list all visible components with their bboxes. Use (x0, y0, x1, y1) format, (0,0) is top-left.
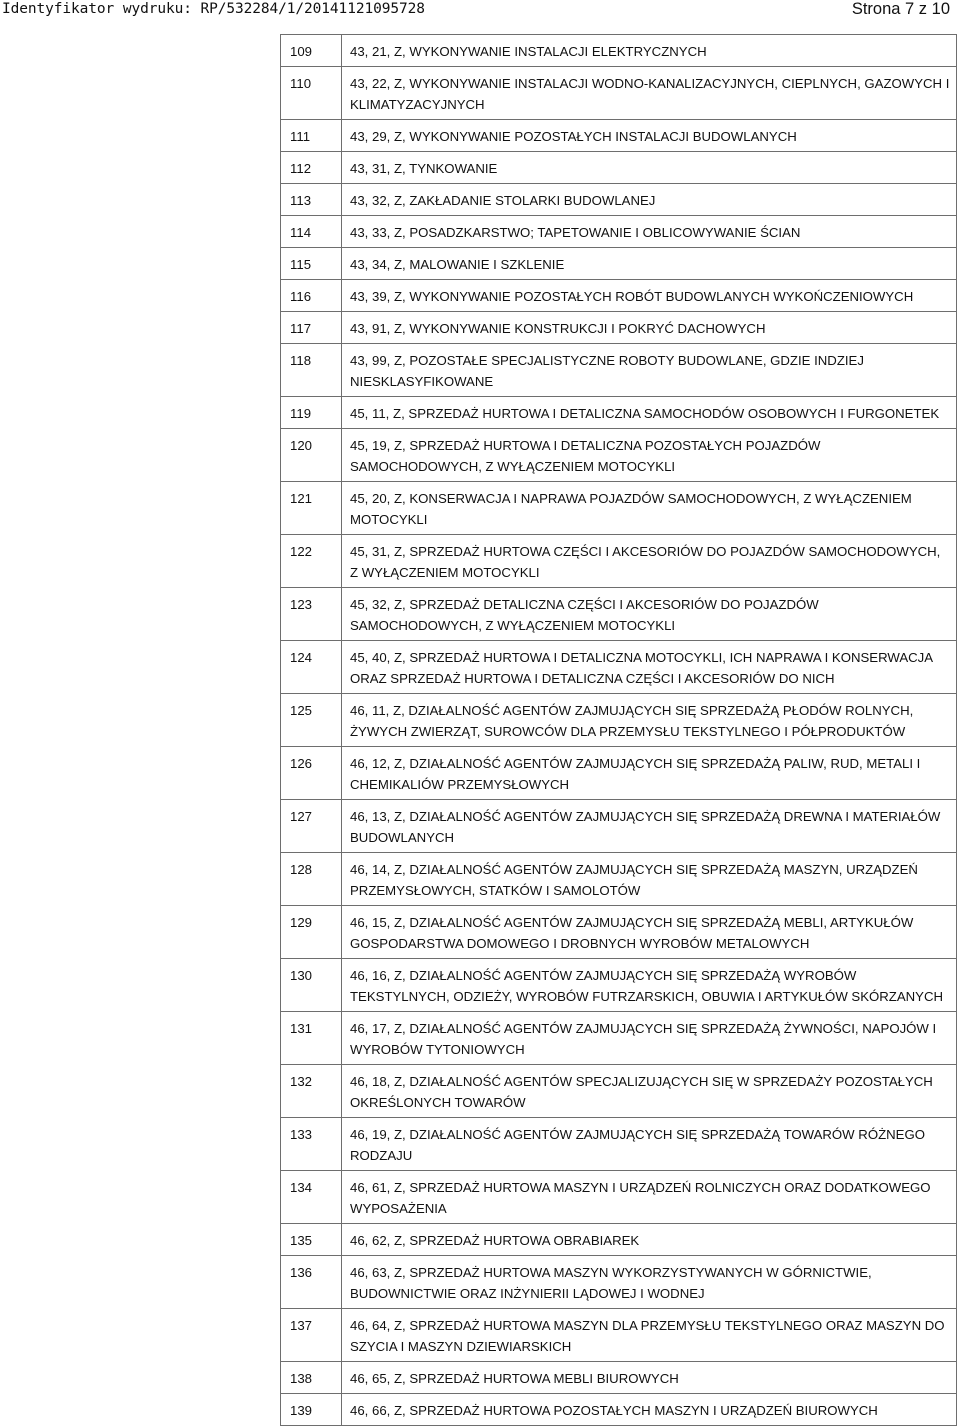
pkd-description: 43, 31, Z, TYNKOWANIE (350, 161, 498, 176)
pkd-description-cell (342, 1256, 957, 1309)
table-row (281, 1012, 957, 1065)
row-number: 111 (290, 129, 311, 144)
pkd-description-cell (342, 248, 957, 280)
row-number: 119 (290, 406, 312, 421)
page-number: Strona 7 z 10 (851, 0, 950, 18)
row-number-cell (281, 397, 342, 429)
row-number-cell (281, 1171, 342, 1224)
table-row (281, 397, 957, 429)
table-row (281, 248, 957, 280)
pkd-table-container (280, 34, 957, 1426)
row-number: 109 (290, 44, 313, 59)
pkd-table (280, 34, 957, 1426)
row-number: 136 (290, 1265, 313, 1280)
row-number: 128 (290, 862, 313, 877)
table-row (281, 906, 957, 959)
row-number-cell (281, 184, 342, 216)
pkd-description-cell (342, 853, 957, 906)
pkd-description-cell (342, 280, 957, 312)
row-number: 116 (290, 289, 312, 304)
pkd-description: 43, 39, Z, WYKONYWANIE POZOSTAŁYCH ROBÓT BUDOWLANYCH WYKOŃCZENIOWYCH (350, 289, 914, 304)
row-number-cell (281, 429, 342, 482)
row-number: 127 (290, 809, 313, 824)
row-number-cell (281, 1394, 342, 1426)
pkd-description-cell (342, 535, 957, 588)
table-row (281, 184, 957, 216)
pkd-description-cell (342, 694, 957, 747)
row-number-cell (281, 1012, 342, 1065)
row-number: 132 (290, 1074, 313, 1089)
pkd-description: 43, 29, Z, WYKONYWANIE POZOSTAŁYCH INSTALACJI BUDOWLANYCH (350, 129, 797, 144)
row-number-cell (281, 1256, 342, 1309)
pkd-description: 46, 16, Z, DZIAŁALNOŚĆ AGENTÓW ZAJMUJĄCYCH SIĘ SPRZEDAŻĄ WYROBÓW TEKSTYLNYCH, ODZIEŻY, WYROBÓW FUTRZARSKICH, OBUWIA I ARTYKUŁÓW SKÓRZANYCH (350, 968, 944, 1004)
pkd-description: 45, 11, Z, SPRZEDAŻ HURTOWA I DETALICZNA SAMOCHODÓW OSOBOWYCH I FURGONETEK (350, 406, 940, 421)
pkd-description-cell (342, 67, 957, 120)
row-number: 121 (290, 491, 313, 506)
row-number-cell (281, 588, 342, 641)
pkd-description-cell (342, 1309, 957, 1362)
pkd-description-cell (342, 1065, 957, 1118)
row-number: 131 (290, 1021, 313, 1036)
row-number-cell (281, 800, 342, 853)
print-identifier: Identyfikator wydruku: RP/532284/1/20141121095728 (2, 1, 425, 17)
table-row (281, 853, 957, 906)
row-number-cell (281, 906, 342, 959)
pkd-description: 45, 19, Z, SPRZEDAŻ HURTOWA I DETALICZNA POZOSTAŁYCH POJAZDÓW SAMOCHODOWYCH, Z WYŁĄCZENIEM MOTOCYKLI (350, 438, 821, 474)
table-row (281, 641, 957, 694)
table-row (281, 482, 957, 535)
pkd-description-cell (342, 216, 957, 248)
pkd-description: 46, 61, Z, SPRZEDAŻ HURTOWA MASZYN I URZĄDZEŃ ROLNICZYCH ORAZ DODATKOWEGO WYPOSAŻENIA (350, 1180, 931, 1216)
pkd-description-cell (342, 312, 957, 344)
pkd-description: 46, 19, Z, DZIAŁALNOŚĆ AGENTÓW ZAJMUJĄCYCH SIĘ SPRZEDAŻĄ TOWARÓW RÓŻNEGO RODZAJU (350, 1127, 925, 1163)
row-number: 133 (290, 1127, 313, 1142)
row-number: 124 (290, 650, 313, 665)
pkd-description-cell (342, 641, 957, 694)
pkd-description-cell (342, 906, 957, 959)
table-row (281, 1065, 957, 1118)
table-row (281, 1224, 957, 1256)
table-row (281, 747, 957, 800)
row-number: 129 (290, 915, 313, 930)
row-number-cell (281, 67, 342, 120)
row-number: 137 (290, 1318, 313, 1333)
pkd-description: 46, 14, Z, DZIAŁALNOŚĆ AGENTÓW ZAJMUJĄCYCH SIĘ SPRZEDAŻĄ MASZYN, URZĄDZEŃ PRZEMYSŁOWYCH, STATKÓW I SAMOLOTÓW (350, 862, 918, 898)
row-number-cell (281, 535, 342, 588)
table-row (281, 1362, 957, 1394)
table-row (281, 67, 957, 120)
row-number: 112 (290, 161, 312, 176)
row-number-cell (281, 248, 342, 280)
row-number: 114 (290, 225, 312, 240)
pkd-description: 46, 65, Z, SPRZEDAŻ HURTOWA MEBLI BIUROWYCH (350, 1371, 679, 1386)
pkd-description: 45, 32, Z, SPRZEDAŻ DETALICZNA CZĘŚCI I AKCESORIÓW DO POJAZDÓW SAMOCHODOWYCH, Z WYŁĄCZENIEM MOTOCYKLI (350, 597, 819, 633)
row-number-cell (281, 1118, 342, 1171)
pkd-description-cell (342, 1118, 957, 1171)
table-row (281, 800, 957, 853)
row-number-cell (281, 280, 342, 312)
row-number-cell (281, 216, 342, 248)
row-number: 113 (290, 193, 312, 208)
row-number-cell (281, 959, 342, 1012)
row-number: 135 (290, 1233, 313, 1248)
pkd-table-body (281, 35, 957, 1426)
pkd-description: 46, 17, Z, DZIAŁALNOŚĆ AGENTÓW ZAJMUJĄCYCH SIĘ SPRZEDAŻĄ ŻYWNOŚCI, NAPOJÓW I WYROBÓW TYTONIOWYCH (350, 1021, 937, 1057)
row-number: 138 (290, 1371, 313, 1386)
pkd-description: 43, 33, Z, POSADZKARSTWO; TAPETOWANIE I OBLICOWYWANIE ŚCIAN (350, 225, 801, 240)
pkd-description-cell (342, 1171, 957, 1224)
pkd-description: 43, 99, Z, POZOSTAŁE SPECJALISTYCZNE ROBOTY BUDOWLANE, GDZIE INDZIEJ NIESKLASYFIKOWANE (350, 353, 864, 389)
row-number-cell (281, 1309, 342, 1362)
pkd-description: 43, 22, Z, WYKONYWANIE INSTALACJI WODNO-KANALIZACYJNYCH, CIEPLNYCH, GAZOWYCH I KLIMATYZACYJNYCH (350, 76, 950, 112)
print-header (0, 0, 960, 20)
row-number-cell (281, 1362, 342, 1394)
table-row (281, 535, 957, 588)
table-row (281, 344, 957, 397)
row-number-cell (281, 344, 342, 397)
pkd-description-cell (342, 800, 957, 853)
pkd-description-cell (342, 1362, 957, 1394)
table-row (281, 216, 957, 248)
row-number-cell (281, 35, 342, 67)
row-number: 117 (290, 321, 312, 336)
pkd-description-cell (342, 588, 957, 641)
row-number-cell (281, 120, 342, 152)
pkd-description-cell (342, 184, 957, 216)
row-number: 110 (290, 76, 312, 91)
pkd-description: 46, 63, Z, SPRZEDAŻ HURTOWA MASZYN WYKORZYSTYWANYCH W GÓRNICTWIE, BUDOWNICTWIE ORAZ INŻYNIERII LĄDOWEJ I WODNEJ (350, 1265, 872, 1301)
table-row (281, 280, 957, 312)
pkd-description-cell (342, 1394, 957, 1426)
pkd-description: 46, 13, Z, DZIAŁALNOŚĆ AGENTÓW ZAJMUJĄCYCH SIĘ SPRZEDAŻĄ DREWNA I MATERIAŁÓW BUDOWLANYCH (350, 809, 941, 845)
pkd-description: 46, 18, Z, DZIAŁALNOŚĆ AGENTÓW SPECJALIZUJĄCYCH SIĘ W SPRZEDAŻY POZOSTAŁYCH OKREŚLONYCH TOWARÓW (350, 1074, 933, 1110)
row-number-cell (281, 152, 342, 184)
pkd-description-cell (342, 959, 957, 1012)
row-number-cell (281, 747, 342, 800)
pkd-description: 46, 62, Z, SPRZEDAŻ HURTOWA OBRABIAREK (350, 1233, 640, 1248)
pkd-description: 45, 31, Z, SPRZEDAŻ HURTOWA CZĘŚCI I AKCESORIÓW DO POJAZDÓW SAMOCHODOWYCH, Z WYŁĄCZENIEM MOTOCYKLI (350, 544, 941, 580)
pkd-description-cell (342, 120, 957, 152)
pkd-description: 46, 15, Z, DZIAŁALNOŚĆ AGENTÓW ZAJMUJĄCYCH SIĘ SPRZEDAŻĄ MEBLI, ARTYKUŁÓW GOSPODARSTWA DOMOWEGO I DROBNYCH WYROBÓW METALOWYCH (350, 915, 914, 951)
row-number-cell (281, 312, 342, 344)
pkd-description: 46, 66, Z, SPRZEDAŻ HURTOWA POZOSTAŁYCH MASZYN I URZĄDZEŃ BIUROWYCH (350, 1403, 878, 1418)
pkd-description-cell (342, 747, 957, 800)
row-number: 118 (290, 353, 312, 368)
row-number: 123 (290, 597, 313, 612)
table-row (281, 694, 957, 747)
row-number: 139 (290, 1403, 313, 1418)
row-number: 122 (290, 544, 313, 559)
table-row (281, 1118, 957, 1171)
row-number: 126 (290, 756, 313, 771)
row-number-cell (281, 1224, 342, 1256)
row-number-cell (281, 694, 342, 747)
pkd-description-cell (342, 344, 957, 397)
pkd-description-cell (342, 429, 957, 482)
pkd-description-cell (342, 152, 957, 184)
row-number-cell (281, 853, 342, 906)
table-row (281, 312, 957, 344)
pkd-description: 46, 12, Z, DZIAŁALNOŚĆ AGENTÓW ZAJMUJĄCYCH SIĘ SPRZEDAŻĄ PALIW, RUD, METALI I CHEMIKALIÓW PRZEMYSŁOWYCH (350, 756, 921, 792)
row-number-cell (281, 1065, 342, 1118)
pkd-description: 43, 34, Z, MALOWANIE I SZKLENIE (350, 257, 565, 272)
pkd-description: 45, 40, Z, SPRZEDAŻ HURTOWA I DETALICZNA MOTOCYKLI, ICH NAPRAWA I KONSERWACJA ORAZ SPRZEDAŻ HURTOWA I DETALICZNA CZĘŚCI I AKCESORIÓW DO NICH (350, 650, 933, 686)
row-number: 120 (290, 438, 313, 453)
table-row (281, 1171, 957, 1224)
pkd-description: 45, 20, Z, KONSERWACJA I NAPRAWA POJAZDÓW SAMOCHODOWYCH, Z WYŁĄCZENIEM MOTOCYKLI (350, 491, 912, 527)
table-row (281, 588, 957, 641)
pkd-description: 46, 11, Z, DZIAŁALNOŚĆ AGENTÓW ZAJMUJĄCYCH SIĘ SPRZEDAŻĄ PŁODÓW ROLNYCH, ŻYWYCH ZWIERZĄT, SUROWCÓW DLA PRZEMYSŁU TEKSTYLNEGO I PÓŁPRODUKTÓW (350, 703, 914, 739)
row-number-cell (281, 641, 342, 694)
table-row (281, 152, 957, 184)
row-number-cell (281, 482, 342, 535)
table-row (281, 959, 957, 1012)
table-row (281, 1394, 957, 1426)
pkd-description-cell (342, 397, 957, 429)
table-row (281, 1256, 957, 1309)
pkd-description-cell (342, 1012, 957, 1065)
row-number: 134 (290, 1180, 313, 1195)
pkd-description: 46, 64, Z, SPRZEDAŻ HURTOWA MASZYN DLA PRZEMYSŁU TEKSTYLNEGO ORAZ MASZYN DO SZYCIA I MASZYN DZIEWIARSKICH (350, 1318, 945, 1354)
table-row (281, 1309, 957, 1362)
row-number: 130 (290, 968, 313, 983)
pkd-description-cell (342, 35, 957, 67)
pkd-description-cell (342, 1224, 957, 1256)
row-number: 115 (290, 257, 312, 272)
pkd-description-cell (342, 482, 957, 535)
table-row (281, 429, 957, 482)
table-row (281, 35, 957, 67)
pkd-description: 43, 91, Z, WYKONYWANIE KONSTRUKCJI I POKRYĆ DACHOWYCH (350, 321, 766, 336)
table-row (281, 120, 957, 152)
pkd-description: 43, 21, Z, WYKONYWANIE INSTALACJI ELEKTRYCZNYCH (350, 44, 707, 59)
pkd-description: 43, 32, Z, ZAKŁADANIE STOLARKI BUDOWLANEJ (350, 193, 656, 208)
row-number: 125 (290, 703, 313, 718)
